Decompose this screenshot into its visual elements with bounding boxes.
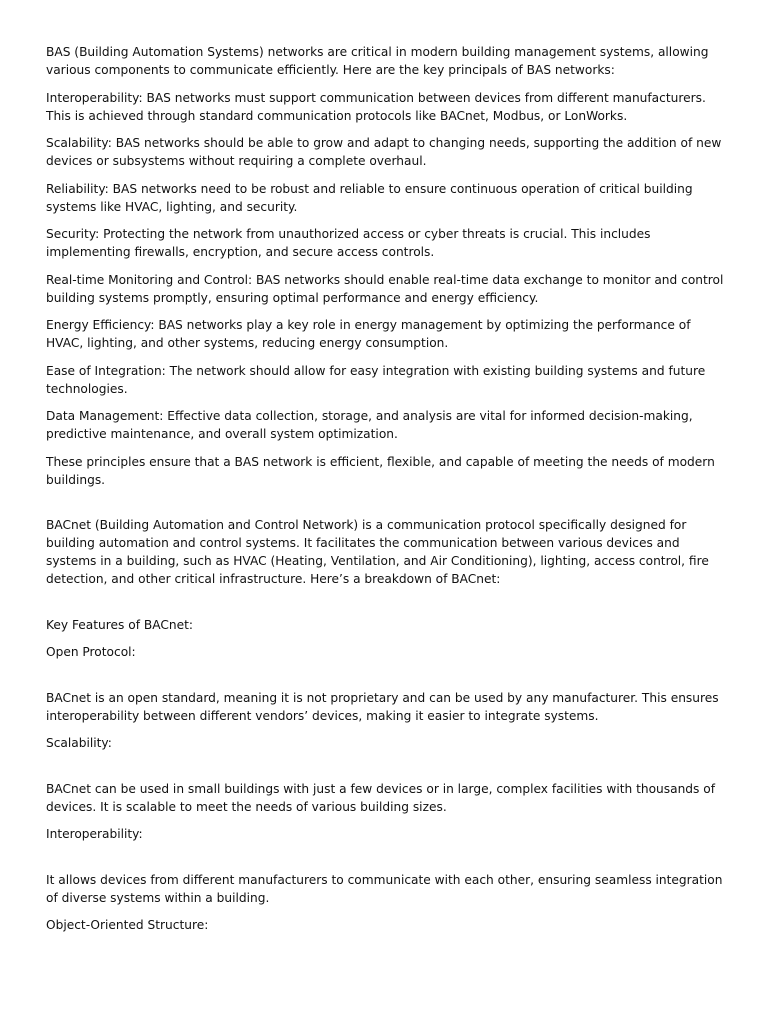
principle-scalability: Scalability: BAS networks should be able to grow and adapt to changing needs, supporting the addition of new devices or subsystems without requiring a complete overhaul. [46,136,722,168]
feature-text-open-protocol: BACnet is an open standard, meaning it is not proprietary and can be used by any manufacturer. This ensures interoperability between different vendors’ devices, making it easier to integrate systems. [46,690,719,723]
principle-interoperability: Interoperability: BAS networks must support communication between devices from different manufacturers. This is achieved through standard communication protocols like BACnet, Modbus, or LonWorks. [46,90,706,123]
blank-line [46,671,724,689]
feature-title-scalability: Scalability: [46,736,112,750]
feature-title-interoperability: Interoperability: [46,827,143,841]
blank-line [46,598,724,616]
conclusion-paragraph: These principles ensure that a BAS network is efficient, flexible, and capable of meeting the needs of modern buildings. [46,454,715,487]
principle-realtime-monitoring: Real-time Monitoring and Control: BAS networks should enable real-time data exchange to monitor and control building systems promptly, ensuring optimal performance and energy efficiency. [46,272,724,305]
principle-data-management: Data Management: Effective data collection, storage, and analysis are vital for informed decision-making, predictive maintenance, and overall system optimization. [46,409,693,441]
blank-line [46,853,724,871]
principle-ease-of-integration: Ease of Integration: The network should allow for easy integration with existing building systems and future technologies. [46,363,706,396]
document-page [46,43,724,944]
feature-title-open-protocol: Open Protocol: [46,645,136,659]
feature-title-object-oriented: Object-Oriented Structure: [46,918,209,932]
feature-text-interoperability: It allows devices from different manufacturers to communicate with each other, ensuring seamless integration of diverse systems within a building. [46,872,723,905]
features-heading: Key Features of BACnet: [46,617,193,632]
principle-security: Security: Protecting the network from unauthorized access or cyber threats is crucial. This includes implementing firewalls, encryption, and secure access controls. [46,227,651,259]
intro-paragraph: BAS (Building Automation Systems) networks are critical in modern building management systems, allowing various components to communicate efficiently. Here are the key principals of BAS networks: [46,45,709,77]
bacnet-intro-paragraph: BACnet (Building Automation and Control Network) is a communication protocol specifically designed for building automation and control systems. It facilitates the communication between various devices and systems in a building, such as HVAC (Heating, Ventilation, and Air Conditioning), lighting, access control, fire detection, and other critical infrastructure. Here’s a breakdown of BACnet: [46,518,709,586]
principle-reliability: Reliability: BAS networks need to be robust and reliable to ensure continuous operation of critical building systems like HVAC, lighting, and security. [46,181,693,214]
principle-energy-efficiency: Energy Efficiency: BAS networks play a key role in energy management by optimizing the performance of HVAC, lighting, and other systems, reducing energy consumption. [46,318,691,350]
blank-line [46,498,724,516]
blank-line [46,762,724,780]
feature-text-scalability: BACnet can be used in small buildings with just a few devices or in large, complex facilities with thousands of devices. It is scalable to meet the needs of various building sizes. [46,781,716,814]
